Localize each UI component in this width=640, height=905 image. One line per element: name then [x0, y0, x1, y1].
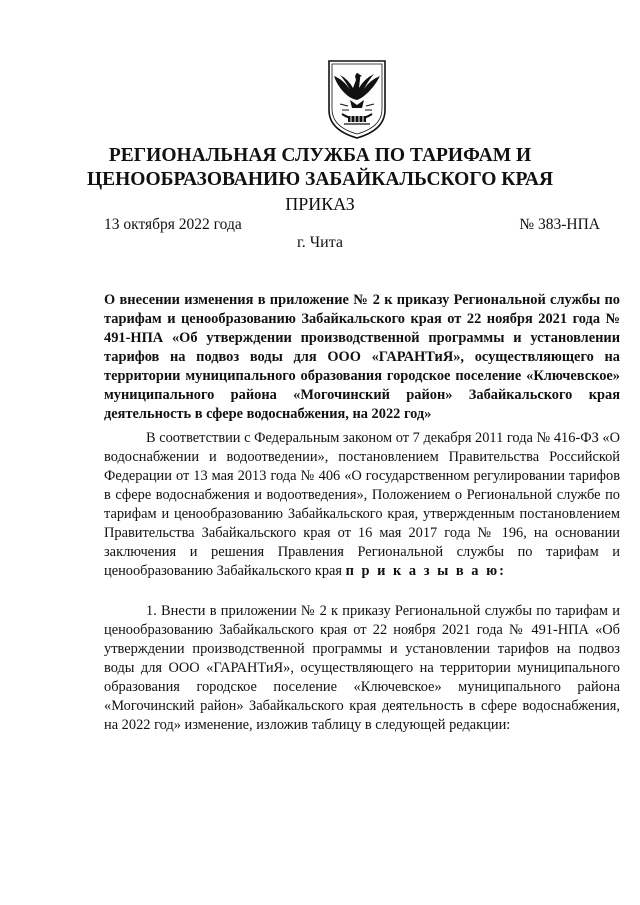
order-date: 13 октября 2022 года [104, 216, 242, 233]
item-1-paragraph: 1. Внести в приложении № 2 к приказу Региональной службы по тарифам и ценообразованию Забайкальского края от 22 ноября 2021 года № 491-НПА «Об утверждении производственной программы и установлении тарифов на подвоз воды для ООО «ГАРАНТиЯ», осуществляющего на территории муниципального образования городское поселение «Ключевское» муниципального района «Могочинский район» Забайкальского края деятельность в сфере водоснабжения, на 2022 год» изменение, изложив таблицу в следующей редакции: [104, 603, 620, 733]
organization-name: РЕГИОНАЛЬНАЯ СЛУЖБА ПО ТАРИФАМ И ЦЕНООБРАЗОВАНИЮ ЗАБАЙКАЛЬСКОГО КРАЯ [86, 145, 554, 190]
preamble-text: В соответствии с Федеральным законом от 7 декабря 2011 года № 416-ФЗ «О водоснабжении и водоотведении», постановлением Правительства Российской Федерации от 13 мая 2013 года № 406 «О государственном регулировании тарифов в сфере водоснабжения и водоотведения», Положением о Региональной службе по тарифам и ценообразованию Забайкальского края, утвержденным постановлением Правительства Забайкальского края от 16 мая 2017 года № 196, на основании заключения и решения Правления Региональной службы по тарифам и ценообразованию Забайкальского края [104, 430, 620, 579]
order-word: п р и к а з ы в а ю: [345, 563, 506, 579]
coat-of-arms-icon [326, 58, 388, 140]
preamble-paragraph [104, 429, 620, 581]
order-city: г. Чита [296, 234, 343, 251]
order-subject: О внесении изменения в приложение № 2 к приказу Региональной службы по тарифам и ценообразованию Забайкальского края от 22 ноября 2021 года № 491-НПА «Об утверждении производственной программы и установлении тарифов на подвоз воды для ООО «ГАРАНТиЯ», осуществляющего на территории муниципального образования городское поселение «Ключевское» муниципального района «Могочинский район» Забайкальского края деятельность в сфере водоснабжения, на 2022 год» [104, 292, 620, 422]
document-type-title: ПРИКАЗ [285, 194, 355, 214]
order-number: № 383-НПА [519, 216, 600, 233]
